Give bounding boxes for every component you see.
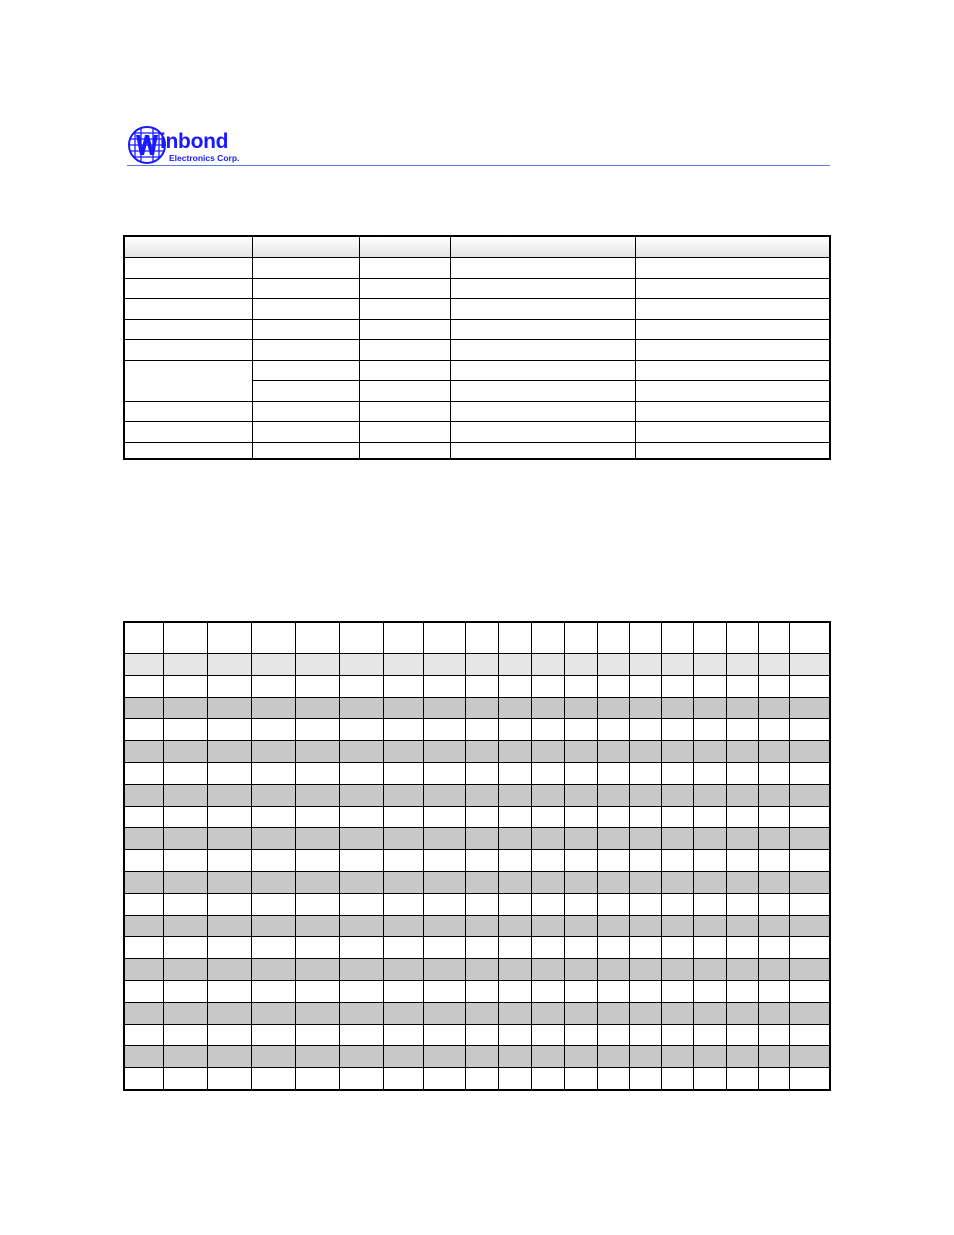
table-row-divider [125, 915, 829, 916]
table-row-divider [125, 360, 829, 361]
table-row-divider [125, 401, 829, 402]
table-column-divider [423, 623, 424, 1089]
table-column-divider [635, 237, 636, 458]
table-column-divider [251, 623, 252, 1089]
table-column-divider [207, 623, 208, 1089]
table-column-divider [339, 623, 340, 1089]
table-row [125, 893, 829, 915]
table-row [125, 762, 829, 784]
table-row-divider [125, 871, 829, 872]
table-row [125, 958, 829, 980]
table-row [125, 980, 829, 1002]
table-row-divider [125, 740, 829, 741]
table-row-divider [125, 319, 829, 320]
spec-table [123, 235, 831, 460]
table-row [125, 806, 829, 828]
table-column-divider [758, 623, 759, 1089]
table-row-divider [125, 958, 829, 959]
table-column-divider [629, 623, 630, 1089]
table-row [125, 1002, 829, 1024]
table-row [125, 915, 829, 937]
table-row-divider [125, 827, 829, 828]
table-row-divider [125, 653, 829, 654]
brand-subtitle: Electronics Corp. [169, 153, 240, 163]
table-row-divider [125, 980, 829, 981]
table-row-divider [125, 278, 829, 279]
table-row-divider [125, 718, 829, 719]
table-column-divider [383, 623, 384, 1089]
table-row-divider [125, 339, 829, 340]
table-column-divider [163, 623, 164, 1089]
table-column-divider [693, 623, 694, 1089]
table-column-divider [597, 623, 598, 1089]
table-column-divider [564, 623, 565, 1089]
table-row [125, 1045, 829, 1067]
table-row [125, 1067, 829, 1089]
table-row [125, 653, 829, 675]
table-row [125, 675, 829, 697]
table-row-divider [125, 1002, 829, 1003]
table-column-divider [252, 237, 253, 458]
table-column-divider [531, 623, 532, 1089]
header-rule [127, 165, 830, 166]
table-row-divider [125, 257, 829, 258]
table-row-divider [125, 784, 829, 785]
table-row-divider [125, 849, 829, 850]
table-row-divider [125, 675, 829, 676]
table-row-divider [252, 380, 829, 381]
table-row [125, 697, 829, 719]
table-row-divider [125, 762, 829, 763]
table-row-divider [125, 442, 829, 443]
table-row-divider [125, 697, 829, 698]
table-row [125, 871, 829, 893]
data-grid-table [123, 621, 831, 1091]
table-row-divider [125, 298, 829, 299]
table-column-divider [295, 623, 296, 1089]
table-row-divider [125, 893, 829, 894]
table-column-divider [789, 623, 790, 1089]
table-row-divider [125, 421, 829, 422]
table-row [125, 784, 829, 806]
table-row-divider [125, 1024, 829, 1025]
table-row [125, 936, 829, 958]
table-column-divider [359, 237, 360, 458]
table-row [125, 740, 829, 762]
table-column-divider [450, 237, 451, 458]
brand-name: inbond [160, 130, 229, 153]
winbond-logo [127, 125, 252, 167]
table-column-divider [726, 623, 727, 1089]
table-row [125, 718, 829, 740]
table-column-divider [465, 623, 466, 1089]
table-row-divider [125, 936, 829, 937]
table-column-divider [498, 623, 499, 1089]
table-row [125, 1024, 829, 1046]
table-row [125, 849, 829, 871]
table-column-divider [661, 623, 662, 1089]
table-header-row [125, 237, 829, 257]
table-row-divider [125, 1045, 829, 1046]
table-row [125, 827, 829, 849]
table-row-divider [125, 1067, 829, 1068]
table-row-divider [125, 806, 829, 807]
